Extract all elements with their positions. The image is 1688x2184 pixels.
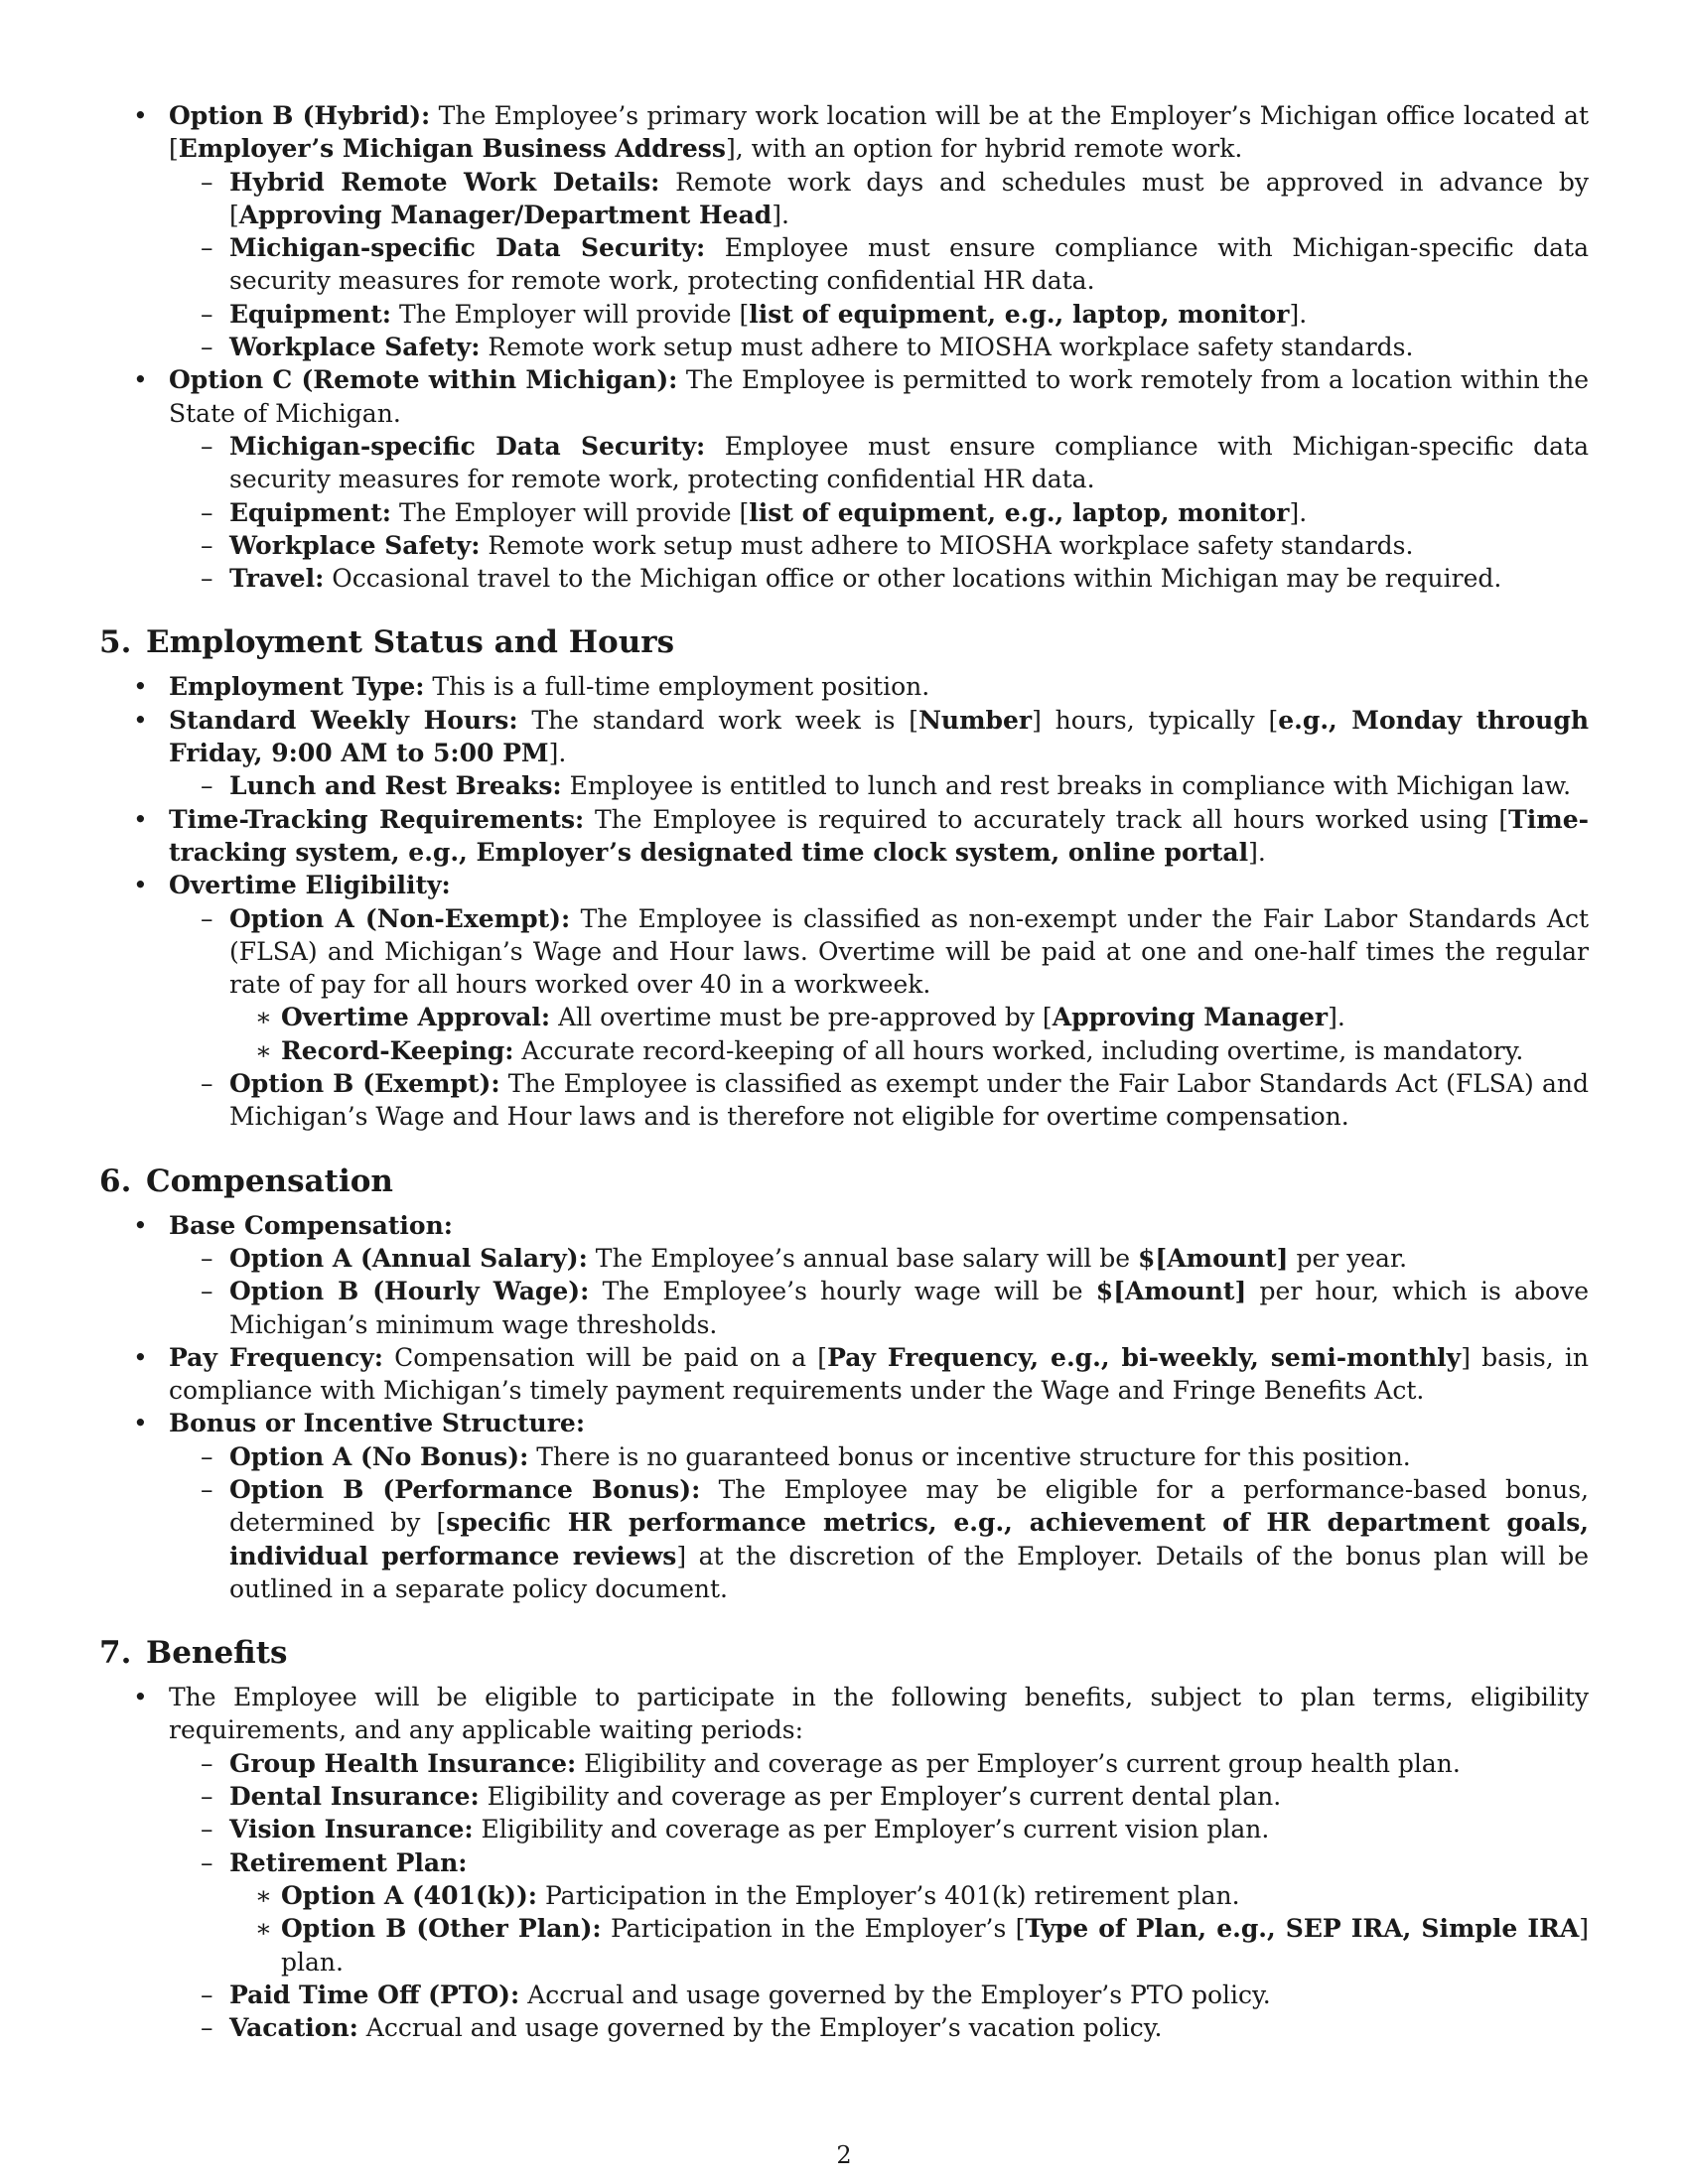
- section-heading-employment-status: 5. Employment Status and Hours: [99, 624, 675, 661]
- time-tracking-item: • Time-Tracking Requirements: The Employee is required to accurately track all hours worked using [Time-tracking system, e.g., Employer’s designated time clock system, online portal].: [99, 803, 1589, 870]
- weekly-hours-details: [169, 769, 1589, 802]
- option-b-details: [169, 166, 1589, 364]
- hourly-wage-option: – Option B (Hourly Wage): The Employee’s hourly wage will be $[Amount] per hour, which is above Michigan’s minimum wage thresholds.: [169, 1275, 1589, 1341]
- work-location-options: [99, 99, 1589, 595]
- benefits-list: [99, 1681, 1589, 2044]
- benefits-details: [169, 1747, 1589, 2045]
- base-compensation-options: [169, 1242, 1589, 1341]
- retirement-options: [229, 1879, 1589, 1979]
- performance-bonus-option: – Option B (Performance Bonus): The Employee may be eligible for a performance-based bonus, determined by [specific HR performance metrics, e.g., achievement of HR department goals, individual performance reviews] at the discretion of the Employer. Details of the bonus plan will be outlined in a separate policy document.: [169, 1473, 1589, 1605]
- option-c-details: [169, 430, 1589, 595]
- section-heading-benefits: 7. Benefits: [99, 1635, 288, 1672]
- employment-status-list: [99, 670, 1589, 1133]
- page-number: 2: [836, 2141, 852, 2169]
- dental-insurance-item: – Dental Insurance: Eligibility and coverage as per Employer’s current dental plan.: [169, 1780, 1589, 1813]
- lunch-breaks-item: – Lunch and Rest Breaks: Employee is entitled to lunch and rest breaks in compliance with Michigan law.: [169, 769, 1589, 802]
- pay-frequency-item: • Pay Frequency: Compensation will be paid on a [Pay Frequency, e.g., bi-weekly, semi-monthly] basis, in compliance with Michigan’s timely payment requirements under the Wage and Fringe Benefits Act.: [99, 1341, 1589, 1408]
- overtime-option-a-details: [229, 1001, 1589, 1067]
- equipment-item: – Equipment: The Employer will provide [list of equipment, e.g., laptop, monitor].: [169, 298, 1589, 331]
- retirement-plan-item: – Retirement Plan: ∗ Option A (401(k)): Participation in the Employer’s 401(k) retirement plan. ∗ Option B (Other Plan): Participation in the Employer’s [Type of Plan, e.g., SEP IRA, Simple IRA] plan.: [169, 1846, 1589, 1979]
- section-heading-compensation: 6. Compensation: [99, 1162, 393, 1199]
- bonus-options: [169, 1440, 1589, 1605]
- overtime-eligibility-item: • Overtime Eligibility: – Option A (Non-Exempt): The Employee is classified as non-exempt under the Fair Labor Standards Act (FLSA) and Michigan’s Wage and Hour laws. Overtime will be paid at one and one-half times the regular rate of pay for all hours worked over 40 in a workweek. ∗ Overtime Approval: All overtime must be pre-approved by [Approving Manager]. ∗ Record-Keeping: Accurate record-keeping of all hours worked, including overtime, is mandatory. – Option B (Exempt): The Employee is classified as exempt under the Fair Labor Standards Act (FLSA) and Michigan’s Wage and Hour laws and is therefore not eligible for overtime compensation.: [99, 869, 1589, 1133]
- weekly-hours-item: • Standard Weekly Hours: The standard work week is [Number] hours, typically [e.g., Monday through Friday, 9:00 AM to 5:00 PM]. – Lunch and Rest Breaks: Employee is entitled to lunch and rest breaks in compliance with Michigan law.: [99, 704, 1589, 803]
- travel-item: – Travel: Occasional travel to the Michigan office or other locations within Michigan may be required.: [169, 562, 1589, 595]
- option-c-remote: • Option C (Remote within Michigan): The Employee is permitted to work remotely from a location within the State of Michigan. – Michigan-specific Data Security: Employee must ensure compliance with Michigan-specific data security measures for remote work, protecting confidential HR data. – Equipment: The Employer will provide [list of equipment, e.g., laptop, monitor]. – Workplace Safety: Remote work setup must adhere to MIOSHA workplace safety standards. – Travel: Occasional travel to the Michigan office or other locations within Michigan may be required.: [99, 363, 1589, 595]
- overtime-approval-item: ∗ Overtime Approval: All overtime must be pre-approved by [Approving Manager].: [229, 1001, 1589, 1033]
- overtime-option-b: – Option B (Exempt): The Employee is classified as exempt under the Fair Labor Standards Act (FLSA) and Michigan’s Wage and Hour laws and is therefore not eligible for overtime compensation.: [169, 1067, 1589, 1134]
- hybrid-remote-details: – Hybrid Remote Work Details: Remote work days and schedules must be approved in advance by [Approving Manager/Department Head].: [169, 166, 1589, 232]
- workplace-safety-item: – Workplace Safety: Remote work setup must adhere to MIOSHA workplace safety standards.: [169, 529, 1589, 562]
- annual-salary-option: – Option A (Annual Salary): The Employee’s annual base salary will be $[Amount] per year.: [169, 1242, 1589, 1275]
- employment-type-item: • Employment Type: This is a full-time employment position.: [99, 670, 1589, 703]
- equipment-item: – Equipment: The Employer will provide [list of equipment, e.g., laptop, monitor].: [169, 496, 1589, 529]
- base-compensation-item: • Base Compensation: – Option A (Annual Salary): The Employee’s annual base salary will be $[Amount] per year. – Option B (Hourly Wage): The Employee’s hourly wage will be $[Amount] per hour, which is above Michigan’s minimum wage thresholds.: [99, 1209, 1589, 1341]
- no-bonus-option: – Option A (No Bonus): There is no guaranteed bonus or incentive structure for this position.: [169, 1440, 1589, 1473]
- option-b-hybrid: • Option B (Hybrid): The Employee’s primary work location will be at the Employer’s Michigan office located at [Employer’s Michigan Business Address], with an option for hybrid remote work. – Hybrid Remote Work Details: Remote work days and schedules must be approved in advance by [Approving Manager/Department Head]. – Michigan-specific Data Security: Employee must ensure compliance with Michigan-specific data security measures for remote work, protecting confidential HR data. – Equipment: The Employer will provide [list of equipment, e.g., laptop, monitor]. – Workplace Safety: Remote work setup must adhere to MIOSHA workplace safety standards.: [99, 99, 1589, 363]
- data-security-item: – Michigan-specific Data Security: Employee must ensure compliance with Michigan-specific data security measures for remote work, protecting confidential HR data.: [169, 430, 1589, 496]
- retirement-option-a: ∗ Option A (401(k)): Participation in the Employer’s 401(k) retirement plan.: [229, 1879, 1589, 1912]
- record-keeping-item: ∗ Record-Keeping: Accurate record-keeping of all hours worked, including overtime, is mandatory.: [229, 1034, 1589, 1067]
- data-security-item: – Michigan-specific Data Security: Employee must ensure compliance with Michigan-specific data security measures for remote work, protecting confidential HR data.: [169, 231, 1589, 298]
- compensation-list: [99, 1209, 1589, 1606]
- health-insurance-item: – Group Health Insurance: Eligibility and coverage as per Employer’s current group health plan.: [169, 1747, 1589, 1780]
- benefits-intro-item: • The Employee will be eligible to participate in the following benefits, subject to plan terms, eligibility requirements, and any applicable waiting periods: – Group Health Insurance: Eligibility and coverage as per Employer’s current group health plan. – Dental Insurance: Eligibility and coverage as per Employer’s current dental plan. – Vision Insurance: Eligibility and coverage as per Employer’s current vision plan. – Retirement Plan: ∗ Option A (401(k)): Participation in the Employer’s 401(k) retirement plan. ∗ Option B (Other Plan): Participation in the Employer’s [Type of Plan, e.g., SEP IRA, Simple IRA] plan. – Paid Time Off (PTO): Accrual and usage governed by the Employer’s PTO policy. – Vacation: Accrual and usage governed by the Employer’s vacation policy.: [99, 1681, 1589, 2044]
- retirement-option-b: ∗ Option B (Other Plan): Participation in the Employer’s [Type of Plan, e.g., SEP IRA, Simple IRA] plan.: [229, 1912, 1589, 1979]
- vision-insurance-item: – Vision Insurance: Eligibility and coverage as per Employer’s current vision plan.: [169, 1813, 1589, 1845]
- page-content: [99, 99, 1589, 2044]
- overtime-option-a: – Option A (Non-Exempt): The Employee is classified as non-exempt under the Fair Labor Standards Act (FLSA) and Michigan’s Wage and Hour laws. Overtime will be paid at one and one-half times the regular rate of pay for all hours worked over 40 in a workweek. ∗ Overtime Approval: All overtime must be pre-approved by [Approving Manager]. ∗ Record-Keeping: Accurate record-keeping of all hours worked, including overtime, is mandatory.: [169, 902, 1589, 1067]
- vacation-item: – Vacation: Accrual and usage governed by the Employer’s vacation policy.: [169, 2011, 1589, 2044]
- bonus-structure-item: • Bonus or Incentive Structure: – Option A (No Bonus): There is no guaranteed bonus or incentive structure for this position. – Option B (Performance Bonus): The Employee may be eligible for a performance-based bonus, determined by [specific HR performance metrics, e.g., achievement of HR department goals, individual performance reviews] at the discretion of the Employer. Details of the bonus plan will be outlined in a separate policy document.: [99, 1407, 1589, 1605]
- pto-item: – Paid Time Off (PTO): Accrual and usage governed by the Employer’s PTO policy.: [169, 1979, 1589, 2011]
- workplace-safety-item: – Workplace Safety: Remote work setup must adhere to MIOSHA workplace safety standards.: [169, 331, 1589, 363]
- overtime-options: [169, 902, 1589, 1134]
